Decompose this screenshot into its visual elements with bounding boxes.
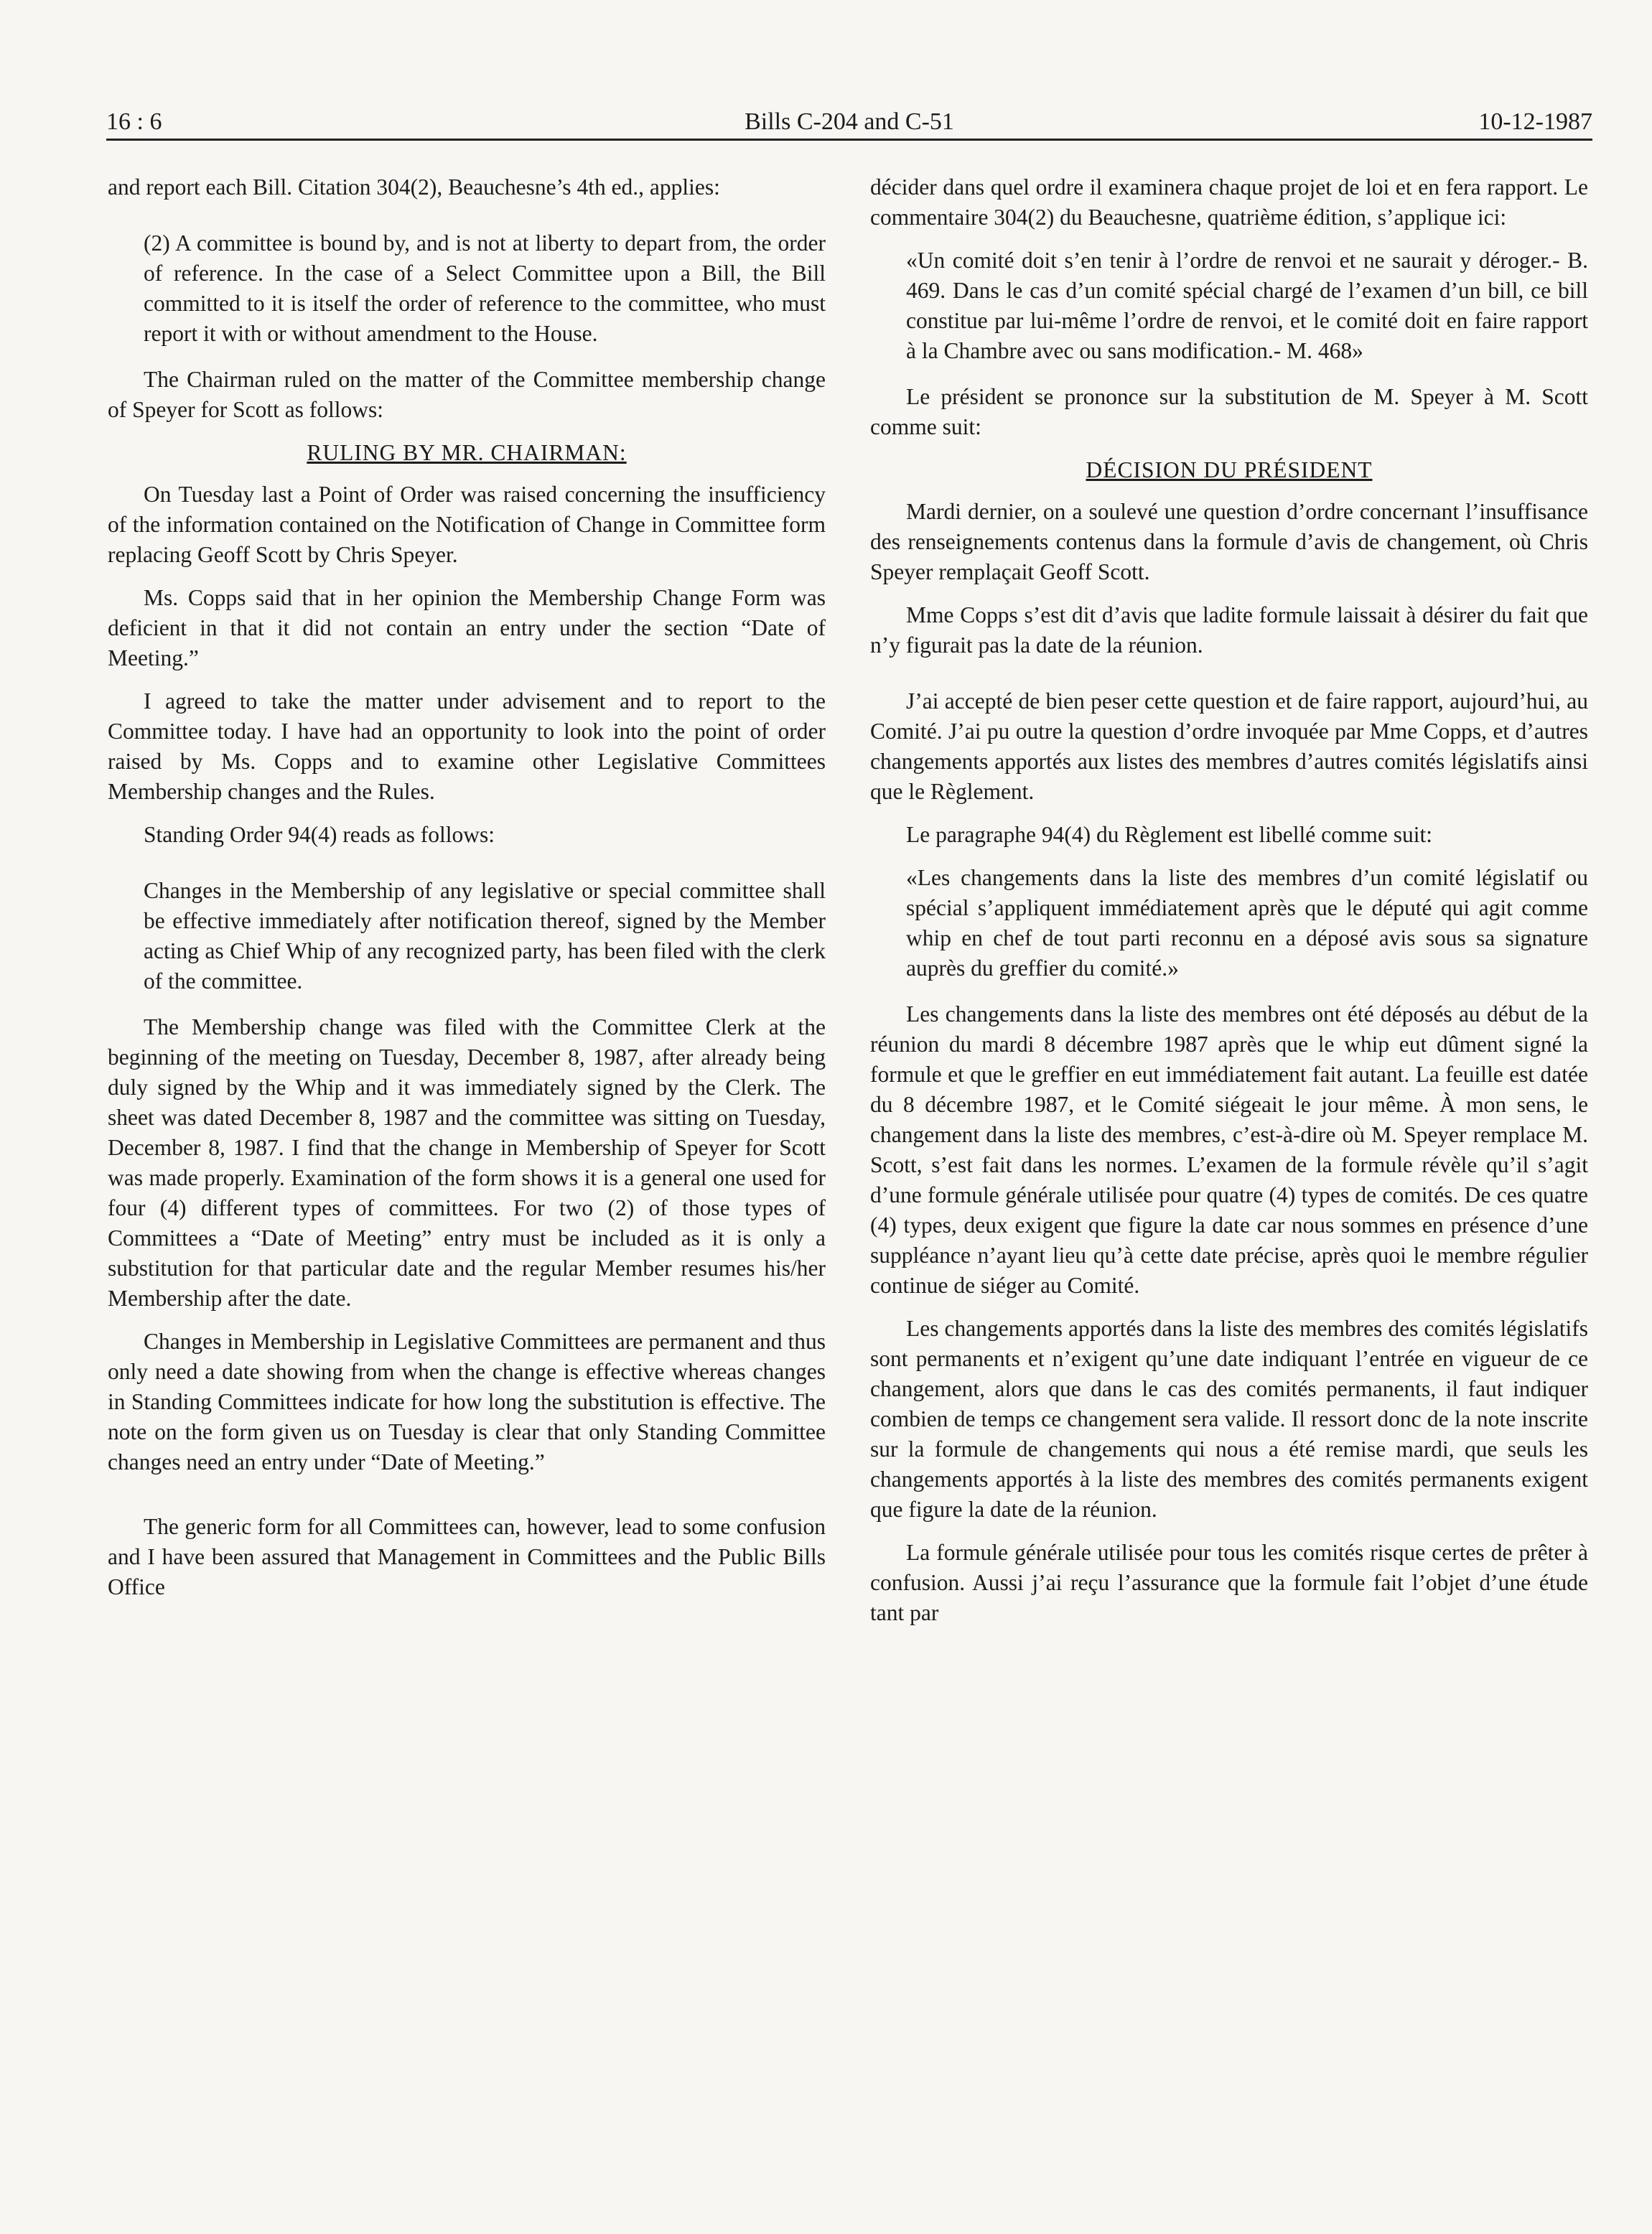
english-column <box>108 172 826 1615</box>
paragraph: Le président se prononce sur la substitution de M. Speyer à M. Scott comme suit: <box>870 384 1588 439</box>
paragraph: J’ai accepté de bien peser cette question et de faire rapport, aujourd’hui, au Comité. J’ai pu outre la question d’ordre invoquée par Mme Copps, et d’autres changements apportés aux listes des membres d’autres comités législatifs ainsi que le Règlement. <box>870 688 1588 804</box>
running-title: Bills C-204 and C-51 <box>745 108 954 135</box>
paragraph: décider dans quel ordre il examinera chaque projet de loi et en fera rapport. Le commentaire 304(2) du Beauchesne, quatrième édition, s’applique ici: <box>870 174 1588 230</box>
paragraph: Les changements apportés dans la liste des membres des comités législatifs sont permanents et n’exigent qu’une date indiquant l’entrée en vigueur de ce changement, alors que dans le cas des comités permanents, il faut indiquer combien de temps ce changement sera valide. Il ressort donc de la note inscrite sur la formule de changements qui nous a été remise mardi, que seuls les changements apportés à la liste des membres des comités permanents exigent que figure la date de la réunion. <box>870 1316 1588 1522</box>
block-quote <box>144 228 826 349</box>
block-quote <box>906 863 1588 983</box>
block-quote <box>144 876 826 996</box>
header-date: 10-12-1987 <box>1478 108 1592 135</box>
ruling-heading: RULING BY MR. CHAIRMAN: <box>307 440 627 465</box>
paragraph: The Membership change was filed with the Committee Clerk at the beginning of the meeting on Tuesday, December 8, 1987, after already being duly signed by the Whip and it was immediately signed by the Clerk. The sheet was dated December 8, 1987 and the committee was sitting on Tuesday, December 8, 1987. I find that the change in Membership of Speyer for Scott was made properly. Examination of the form shows it is a general one used for four (4) different types of committees. For two (2) of those types of Committees a “Date of Meeting” entry must be included as it is only a substitution for that particular date and the regular Member resumes his/her Membership after the date. <box>108 1014 826 1311</box>
paragraph: La formule générale utilisée pour tous les comités risque certes de prêter à confusion. Aussi j’ai reçu l’assurance que la formule fait l’objet d’une étude tant par <box>870 1540 1588 1625</box>
paragraph: Changes in Membership in Legislative Committees are permanent and thus only need a date showing from when the change is effective whereas changes in Standing Committees indicate for how long the substitution is effective. The note on the form given us on Tuesday is clear that only Standing Committee changes need an entry under “Date of Meeting.” <box>108 1329 826 1474</box>
paragraph: Ms. Copps said that in her opinion the Membership Change Form was deficient in that it did not contain an entry under the section “Date of Meeting.” <box>108 585 826 670</box>
ruling-heading: DÉCISION DU PRÉSIDENT <box>1086 457 1373 482</box>
quote-text: «Un comité doit s’en tenir à l’ordre de renvoi et ne saurait y déroger.- B. 469. Dans le cas d’un comité spécial chargé de l’examen d’un bill, ce bill constitue par lui-même l’ordre de renvoi, et le comité doit en faire rapport à la Chambre avec ou sans modification.- M. 468» <box>906 248 1588 363</box>
page-number: 16 : 6 <box>106 108 162 135</box>
paragraph: Le paragraphe 94(4) du Règlement est libellé comme suit: <box>906 822 1433 847</box>
quote-text: Changes in the Membership of any legislative or special committee shall be effective immediately after notification thereof, signed by the Member acting as Chief Whip of any recognized party, has been filed with the clerk of the committee. <box>144 878 826 994</box>
block-quote <box>906 246 1588 366</box>
paragraph: Mardi dernier, on a soulevé une question d’ordre concernant l’insuffisance des renseignements contenus dans la formule d’avis de changement, où Chris Speyer remplaçait Geoff Scott. <box>870 499 1588 584</box>
paragraph: On Tuesday last a Point of Order was raised concerning the insufficiency of the information contained on the Notification of Change in Committee form replacing Geoff Scott by Chris Speyer. <box>108 482 826 567</box>
paragraph: I agreed to take the matter under advisement and to report to the Committee today. I have had an opportunity to look into the point of order raised by Ms. Copps and to examine other Legislative Committees Membership changes and the Rules. <box>108 688 826 804</box>
quote-text: (2) A committee is bound by, and is not at liberty to depart from, the order of reference. In the case of a Select Committee upon a Bill, the Bill committed to it is itself the order of reference to the committee, who must report it with or without amendment to the House. <box>144 230 826 346</box>
paragraph: and report each Bill. Citation 304(2), Beauchesne’s 4th ed., applies: <box>108 174 720 200</box>
paragraph: The Chairman ruled on the matter of the Committee membership change of Speyer for Scott as follows: <box>108 367 826 422</box>
paragraph: Les changements dans la liste des membres ont été déposés au début de la réunion du mardi 8 décembre 1987 après que le whip eut dûment signé la formule et que le greffier en eut immédiatement fait autant. La feuille est datée du 8 décembre 1987, et le Comité siégeait le jour même. À mon sens, le changement dans la liste des membres, c’est-à-dire où M. Speyer remplace M. Scott, s’est fait dans les normes. L’examen de la formule révèle qu’il s’agit d’une formule générale utilisée pour quatre (4) types de comités. De ces quatre (4) types, deux exigent que figure la date car nous sommes en présence d’une suppléance n’ayant lieu qu’à cette date précise, après quoi le membre régulier continue de siéger au Comité. <box>870 1001 1588 1298</box>
french-column <box>870 172 1588 1641</box>
quote-text: «Les changements dans la liste des membres d’un comité législatif ou spécial s’appliquent immédiatement après que le député qui agit comme whip en chef de tout parti reconnu en a déposé avis sous sa signature auprès du greffier du comité.» <box>906 865 1588 981</box>
page-header <box>106 104 1592 140</box>
header-rule <box>106 139 1592 141</box>
paragraph: Mme Copps s’est dit d’avis que ladite formule laissait à désirer du fait que n’y figurait pas la date de la réunion. <box>870 602 1588 658</box>
paragraph: The generic form for all Committees can, however, lead to some confusion and I have been assured that Management in Committees and the Public Bills Office <box>108 1514 826 1599</box>
paragraph: Standing Order 94(4) reads as follows: <box>144 822 495 847</box>
